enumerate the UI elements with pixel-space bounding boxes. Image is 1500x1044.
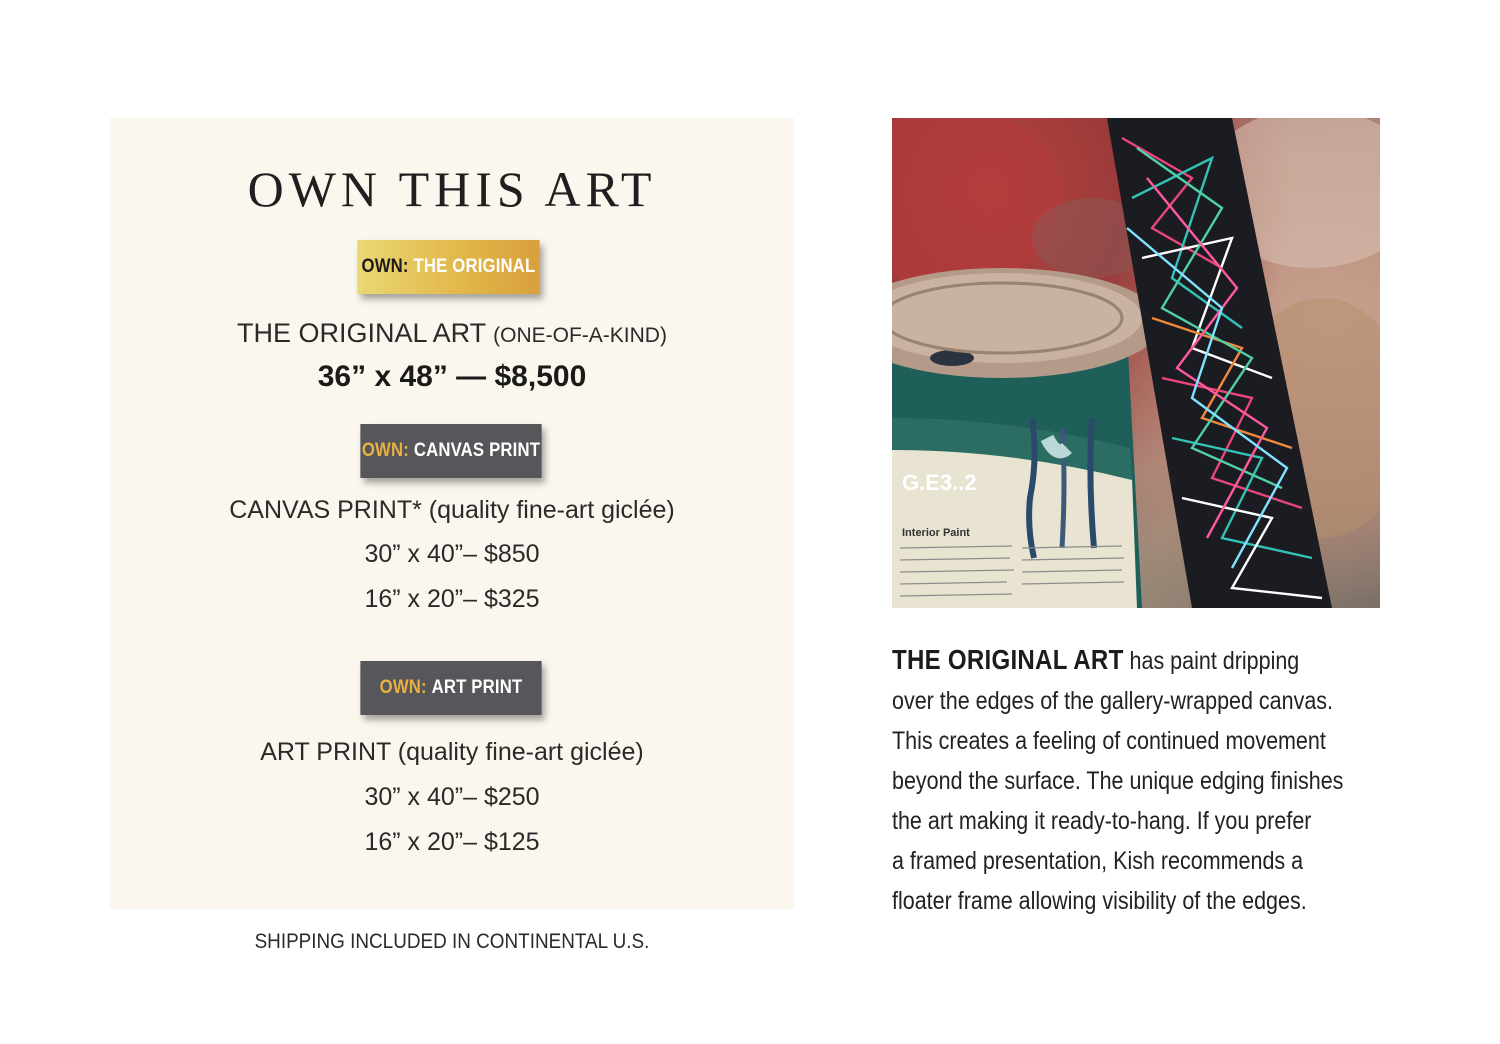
description-line: has paint dripping [1129,647,1300,675]
canvas-print-price-large: 30” x 40”– $850 [364,540,540,568]
art-print-description: ART PRINT (quality fine-art giclée) [260,738,644,766]
can-label: G.E3..2 [902,470,977,495]
description-line: This creates a feeling of continued movement [892,727,1326,755]
canvas-print-description: CANVAS PRINT* (quality fine-art giclée) [229,496,675,524]
description-line: over the edges of the gallery-wrapped canvas. [892,687,1334,715]
badge-prefix: OWN: [379,677,427,698]
original-art-note: (ONE-OF-A-KIND) [493,324,667,347]
original-art-label: THE ORIGINAL ART [237,318,486,348]
own-canvas-print-button[interactable] [360,424,541,478]
shipping-note: SHIPPING INCLUDED IN CONTINENTAL U.S. [254,930,650,953]
original-art-description [110,318,794,349]
own-art-print-button[interactable] [360,661,541,715]
description-line: beyond the surface. The unique edging finishes [892,767,1344,795]
original-art-description-paragraph [892,640,1374,921]
description-line: floater frame allowing visibility of the edges. [892,887,1307,915]
badge-prefix: OWN: [361,440,410,461]
artwork-photo [892,118,1380,608]
can-sublabel: Interior Paint [902,527,970,539]
description-lead: THE ORIGINAL ART [892,644,1124,675]
original-art-price: 36” x 48” — $8,500 [317,360,587,393]
badge-label: ART PRINT [431,677,523,698]
description-line: the art making it ready-to-hang. If you prefer [892,807,1312,835]
page-title: OWN THIS ART [247,161,657,217]
own-original-button[interactable] [357,240,539,294]
canvas-print-price-small: 16” x 20”– $325 [364,585,540,613]
badge-prefix: OWN: [361,256,409,277]
artwork-photo-illustration [892,118,1380,608]
art-print-price-small: 16” x 20”– $125 [364,828,540,856]
badge-label: CANVAS PRINT [413,440,541,461]
art-print-price-large: 30” x 40”– $250 [364,783,540,811]
description-line: a framed presentation, Kish recommends a [892,847,1304,875]
badge-label: THE ORIGINAL [413,256,536,277]
